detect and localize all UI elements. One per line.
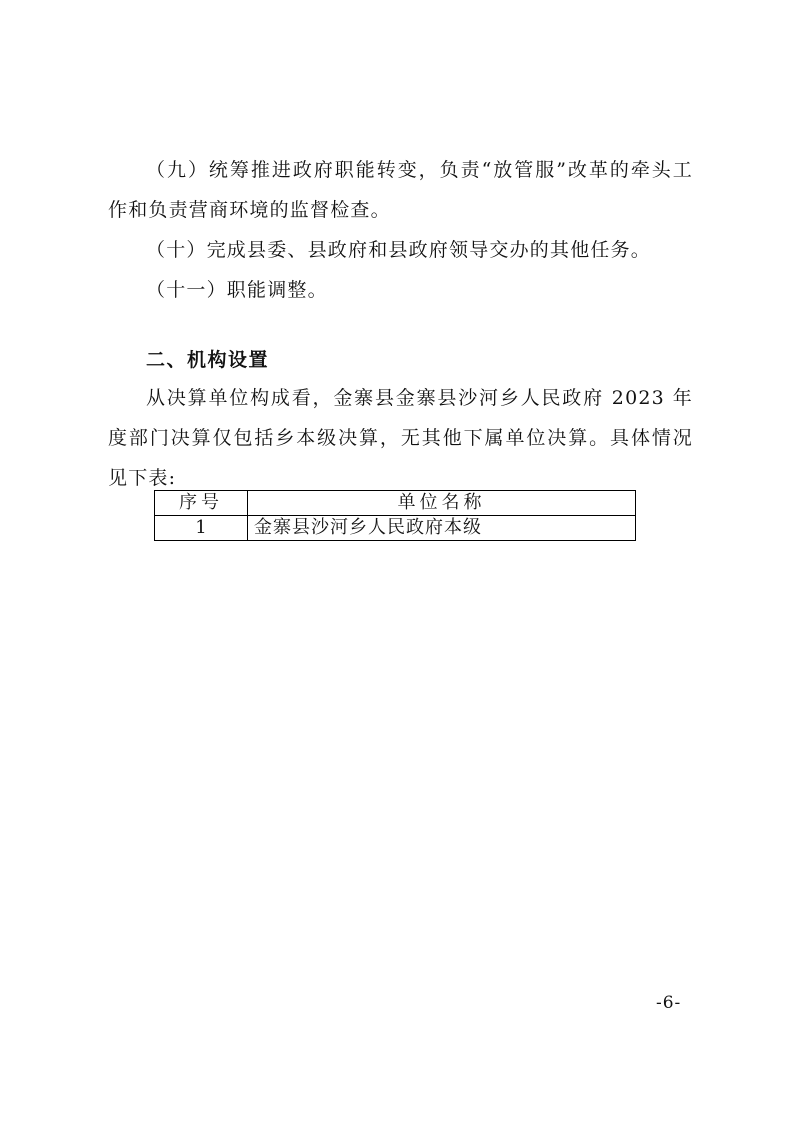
paragraph-duty-11: （十一）职能调整。	[146, 279, 328, 301]
table-row	[155, 516, 636, 541]
table-header-row	[155, 491, 636, 516]
section-heading-org-setup: 二、机构设置	[146, 349, 270, 371]
units-table	[154, 490, 636, 541]
paragraph-org-description: 从决算单位构成看，金寨县金寨县沙河乡人民政府 2023 年度部门决算仅包括乡本级决算，无其他下属单位决算。具体情况见下表:	[108, 387, 693, 489]
table-cell-name: 金寨县沙河乡人民政府本级	[248, 516, 636, 541]
table-header-no: 序号	[155, 491, 248, 516]
paragraph-duty-9: （九）统筹推进政府职能转变，负责“放管服”改革的牵头工作和负责营商环境的监督检查。	[108, 159, 693, 221]
table-cell-no: 1	[155, 516, 248, 541]
page-number: -6-	[656, 993, 682, 1013]
paragraph-duty-10: （十）完成县委、县政府和县政府领导交办的其他任务。	[146, 239, 652, 261]
table-header-name: 单位名称	[248, 491, 636, 516]
